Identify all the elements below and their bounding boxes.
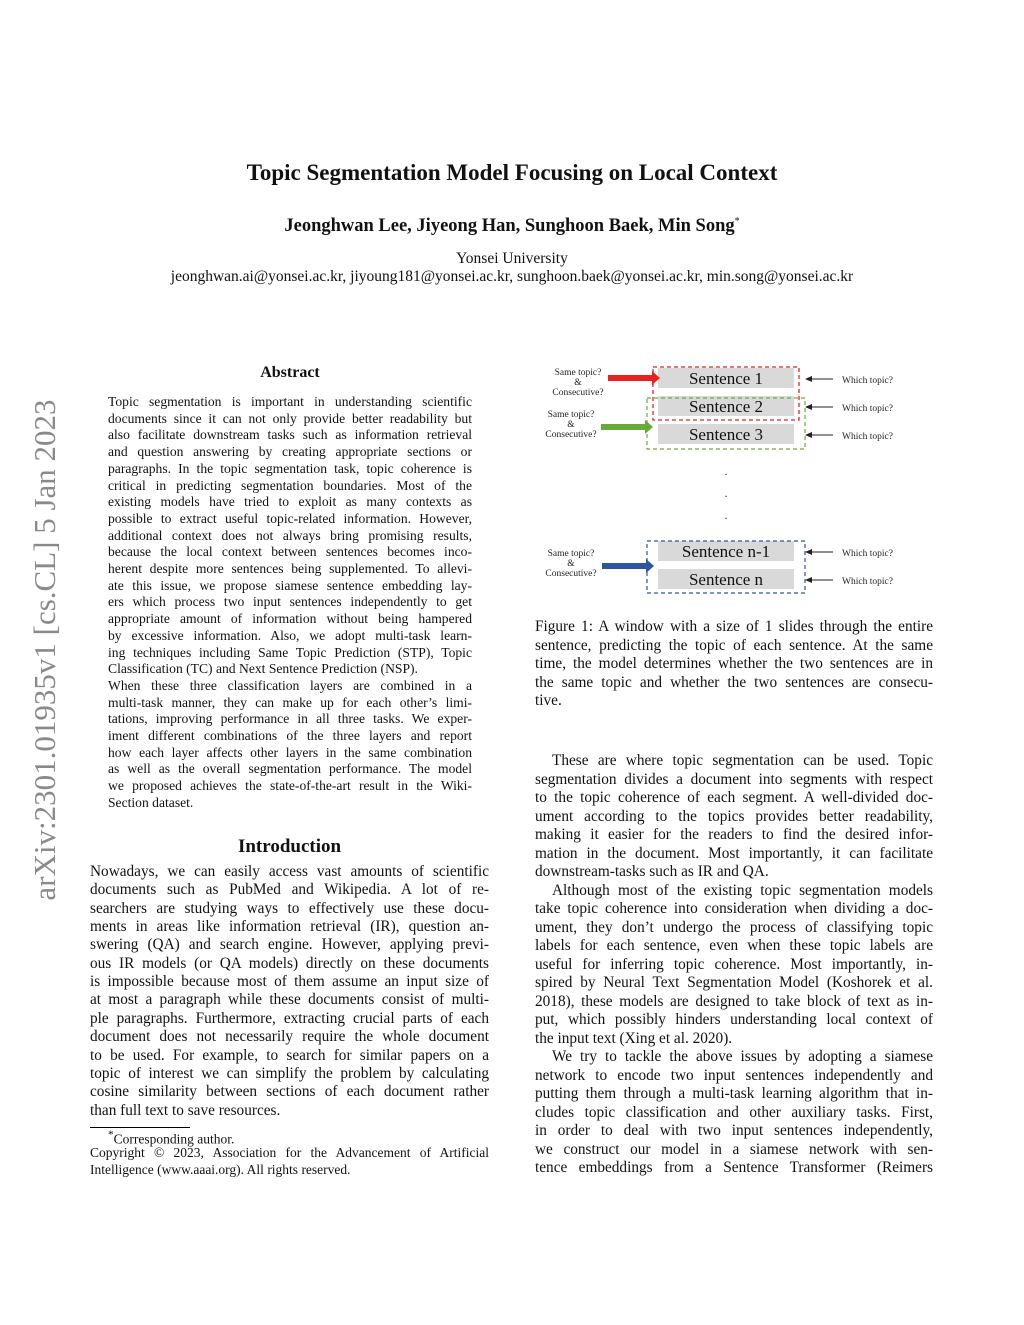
arxiv-identifier: arXiv:2301.01935v1 [cs.CL] 5 Jan 2023 bbox=[27, 399, 62, 901]
text-line: by excessive information. Also, we adopt multi-task learn- bbox=[108, 627, 472, 643]
arrow-head-icon bbox=[805, 432, 812, 438]
arrow-head-icon bbox=[805, 404, 812, 410]
which-topic-label: Which topic? bbox=[842, 376, 893, 386]
sentence-label: Sentence 1 bbox=[688, 369, 764, 388]
text-line: at most a paragraph while these documents consist of multi- bbox=[90, 991, 489, 1009]
text-line: take topic coherence into consideration when dividing a doc- bbox=[535, 900, 933, 917]
text-line: ous IR models (or QA models) directly on these documents bbox=[90, 954, 489, 972]
text-line: ing techniques including Same Topic Prediction (STP), Topic bbox=[108, 644, 472, 660]
sentence-label: Sentence 3 bbox=[688, 425, 764, 444]
text-line: to be used. For example, to search for similar papers on a bbox=[90, 1046, 489, 1064]
text-line: ument according to the topics provides better readability, bbox=[535, 807, 933, 825]
text-line: Topic segmentation is important in understanding scientific bbox=[108, 394, 472, 409]
sentence-label: Sentence n bbox=[688, 570, 764, 589]
text-line: in order to deal with two input sentences independently, bbox=[535, 1122, 933, 1139]
footnote-rule bbox=[90, 1127, 190, 1128]
text-line: topic of interest we can simplify the problem by calculating bbox=[90, 1064, 489, 1082]
text-line: Classification (TC) and Next Sentence Prediction (NSP). bbox=[108, 661, 418, 677]
corresponding-mark: * bbox=[734, 216, 740, 227]
text-line: useful for inferring topic coherence. Most importantly, in- bbox=[535, 955, 933, 973]
text-line: also facilitate downstream tasks such as information retrieval bbox=[108, 427, 472, 443]
text-line: sentence, predicting the topic of each sentence. At the same bbox=[535, 636, 933, 654]
text-line: These are where topic segmentation can be used. Topic bbox=[552, 752, 933, 769]
ellipsis-dot: . bbox=[724, 508, 728, 522]
text-line: to the topic coherence of each segment. A well-divided doc- bbox=[535, 789, 933, 806]
figure-1-diagram bbox=[535, 360, 915, 600]
text-line: tations, improving performance in all three tasks. We exper- bbox=[108, 711, 472, 727]
text-line: swering (QA) and search engine. However, applying previ- bbox=[90, 936, 489, 954]
arrow-shaft bbox=[608, 375, 652, 381]
author-names: Jeonghwan Lee, Jiyeong Han, Sunghoon Baek, Min Song bbox=[284, 216, 735, 237]
text-line: cosine similarity between sections of each document rather bbox=[90, 1083, 489, 1101]
text-line: 2018), these models are designed to take block of text as in- bbox=[535, 992, 933, 1010]
arrow-shaft bbox=[601, 424, 645, 430]
same-topic-question: Consecutive? bbox=[545, 430, 597, 440]
text-line: the same topic and whether the two sentences are consecu- bbox=[535, 673, 933, 691]
footnote-mark: * bbox=[108, 1129, 114, 1141]
text-line: put, which possibly hinders understanding local context of bbox=[535, 1011, 933, 1028]
text-line: multi-task manner, they can make up for each other’s limi- bbox=[108, 694, 472, 710]
arrow-head-icon bbox=[805, 577, 812, 583]
text-line: spired by Neural Text Segmentation Model (Koshorek et al. bbox=[535, 974, 933, 991]
text-line: putting them through a multi-task learning algorithm that in- bbox=[535, 1085, 933, 1102]
text-line: Figure 1: A window with a size of 1 slides through the entire bbox=[535, 618, 933, 635]
text-line: We try to tackle the above issues by adopting a siamese bbox=[552, 1048, 933, 1065]
which-topic-label: Which topic? bbox=[842, 577, 893, 587]
same-topic-question: Consecutive? bbox=[545, 569, 597, 579]
text-line: time, the model determines whether the two sentences are in bbox=[535, 655, 933, 672]
text-line: ments in areas like information retrieval (IR), question an- bbox=[90, 918, 489, 936]
which-topic-label: Which topic? bbox=[842, 432, 893, 442]
abstract-heading: Abstract bbox=[260, 364, 320, 381]
which-topic-label: Which topic? bbox=[842, 404, 893, 414]
text-line: paragraphs. In the topic segmentation task, topic coherence is bbox=[108, 460, 472, 476]
arrow-head-icon bbox=[646, 559, 654, 573]
text-line: possible to extract useful topic-related information. However, bbox=[108, 510, 472, 526]
text-line: network to encode two input sentences independently and bbox=[535, 1066, 933, 1084]
text-line: than full text to save resources. bbox=[90, 1101, 281, 1119]
text-line: tence embeddings from a Sentence Transformer (Reimers bbox=[535, 1159, 933, 1176]
text-line: ument, they don’t undergo the process of classifying topic bbox=[535, 918, 933, 936]
text-line: documents such as PubMed and Wikipedia. A lot of re- bbox=[90, 881, 489, 899]
text-line: as well as the overall segmentation performance. The model bbox=[108, 761, 472, 777]
same-topic-question: Same topic? bbox=[547, 549, 595, 559]
text-line: Section dataset. bbox=[108, 794, 194, 810]
text-line: searchers are studying ways to effectively use these docu- bbox=[90, 899, 489, 917]
text-line: ple paragraphs. Furthermore, extracting crucial parts of each bbox=[90, 1009, 489, 1027]
text-line: is impossible because most of them assume an input size of bbox=[90, 973, 489, 991]
text-line: the input text (Xing et al. 2020). bbox=[535, 1029, 733, 1047]
same-topic-question: & bbox=[574, 378, 582, 388]
same-topic-question: Consecutive? bbox=[552, 388, 604, 398]
text-line: Nowadays, we can easily access vast amounts of scientific bbox=[90, 863, 489, 880]
text-line: tive. bbox=[535, 692, 562, 709]
affiliation: Yonsei University bbox=[456, 250, 568, 267]
text-line: iment different combinations of the three layers and report bbox=[108, 728, 472, 743]
authors bbox=[0, 216, 1024, 237]
arrow-head-icon bbox=[805, 549, 812, 555]
text-line: ers which process two input sentences independently to get bbox=[108, 594, 472, 610]
text-line: making it easier for the readers to find the desired infor- bbox=[535, 826, 933, 843]
text-line: mation in the document. Most importantly, it can facilitate bbox=[535, 844, 933, 862]
same-topic-question: & bbox=[567, 559, 575, 569]
text-line: and question answering by creating appropriate sections or bbox=[108, 444, 472, 460]
text-line: document does not necessarily require the whole document bbox=[90, 1028, 489, 1046]
author-emails: jeonghwan.ai@yonsei.ac.kr, jiyoung181@yonsei.ac.kr, sunghoon.baek@yonsei.ac.kr, min.song@yonsei.ac.kr bbox=[170, 268, 854, 285]
introduction-heading: Introduction bbox=[237, 836, 342, 857]
arrow-shaft bbox=[602, 563, 646, 569]
text-line: segmentation divides a document into segments with respect bbox=[535, 770, 933, 788]
text-line: Although most of the existing topic segmentation models bbox=[552, 881, 933, 899]
text-line: labels for each sentence, even when these topic labels are bbox=[535, 937, 933, 954]
text-line: existing models have tried to exploit as many contexts as bbox=[108, 494, 472, 510]
copyright-line-2: Intelligence (www.aaai.org). All rights reserved. bbox=[90, 1162, 351, 1177]
text-line: appropriate amount of information without being hampered bbox=[108, 611, 472, 627]
text-line: herent despite more sentences being supplemented. To allevi- bbox=[108, 561, 472, 576]
paper-title: Topic Segmentation Model Focusing on Local Context bbox=[246, 160, 778, 185]
same-topic-question: Same topic? bbox=[554, 368, 602, 378]
which-topic-label: Which topic? bbox=[842, 549, 893, 559]
text-line: When these three classification layers are combined in a bbox=[108, 677, 472, 693]
text-line: we construct our model in a siamese network with sen- bbox=[535, 1140, 933, 1158]
arrow-head-icon bbox=[805, 376, 812, 382]
ellipsis-dot: . bbox=[724, 464, 728, 478]
text-line: we proposed achieves the state-of-the-art result in the Wiki- bbox=[108, 778, 472, 794]
text-line: additional context does not always bring promising results, bbox=[108, 527, 472, 543]
text-line: ate this issue, we propose siamese sentence embedding lay- bbox=[108, 577, 472, 593]
copyright-line-1: Copyright © 2023, Association for the Advancement of Artificial bbox=[90, 1145, 489, 1160]
sentence-label: Sentence 2 bbox=[688, 397, 764, 416]
same-topic-question: Same topic? bbox=[547, 410, 595, 420]
same-topic-question: & bbox=[567, 420, 575, 430]
text-line: critical in predicting segmentation boundaries. Most of the bbox=[108, 477, 472, 493]
text-line: downstream-tasks such as IR and QA. bbox=[535, 863, 769, 880]
sentence-label: Sentence n-1 bbox=[681, 542, 771, 561]
text-line: documents since it can not only provide better readability but bbox=[108, 410, 472, 426]
footnote-text: Corresponding author. bbox=[113, 1131, 235, 1147]
text-line: cludes topic classification and other auxiliary tasks. First, bbox=[535, 1103, 933, 1121]
text-line: how each layer affects other layers in the same combination bbox=[108, 744, 472, 760]
arrow-head-icon bbox=[645, 420, 653, 434]
text-line: because the local context between sentences becomes inco- bbox=[108, 544, 472, 560]
ellipsis-dot: . bbox=[724, 486, 728, 500]
